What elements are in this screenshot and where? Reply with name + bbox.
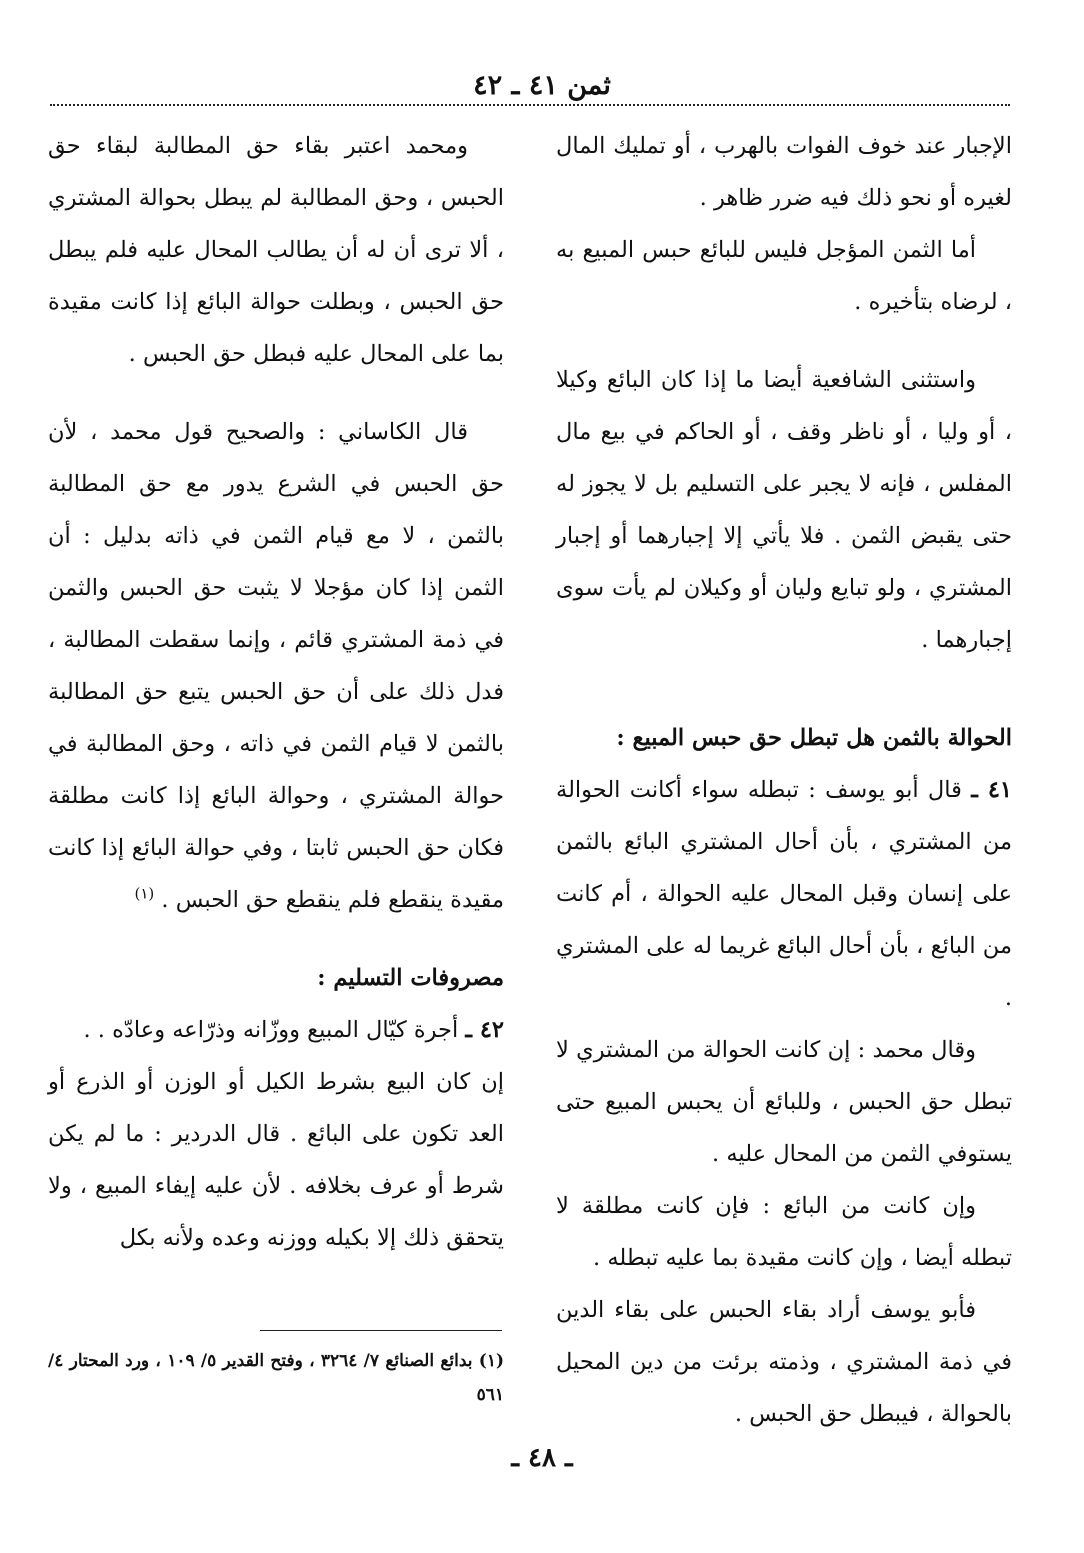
header-dotted-rule [50, 104, 1010, 106]
left-paragraph-4: إن كان البيع بشرط الكيل أو الوزن أو الذرع أو العد تكون على البائع . قال الدردير : ما لم يكن شرط أو عرف بخلافه . لأن عليه إيفاء المبيع ، ولا يتحقق ذلك إلا بكيله ووزنه وعده ولأنه بكل [48, 1069, 504, 1251]
right-paragraph-6: وإن كانت من البائع : فإن كانت مطلقة لا تبطله أيضا ، وإن كانت مقيدة بما عليه تبطله . [556, 1193, 1012, 1271]
left-paragraph-2-text: قال الكاساني : والصحيح قول محمد ، لأن حق الحبس في الشرع يدور مع حق المطالبة بالثمن ، لا مع قيام الثمن في ذاته بدليل : أن الثمن إذا كان مؤجلا لا يثبت حق الحبس والثمن في ذمة المشتري قائم ، وإنما سقطت المطالبة ، فدل ذلك على أن حق الحبس يتبع حق المطالبة بالثمن لا قيام الثمن في ذاته ، وحق المطالبة في حوالة المشتري ، وحوالة البائع إذا كانت مطلقة فكان حق الحبس ثابتا ، وفي حوالة البائع إذا كانت مقيدة ينقطع فلم ينقطع حق الحبس . [48, 419, 504, 913]
page-header-title: ثمن ٤١ ـ ٤٢ [473, 70, 611, 101]
right-paragraph-7: فأبو يوسف أراد بقاء الحبس على بقاء الدين في ذمة المشتري ، وذمته برئت من دين المحيل بالحوالة ، فيبطل حق الحبس . [556, 1297, 1012, 1427]
right-column [556, 120, 1012, 1440]
footnote-marker: (١) [134, 884, 155, 903]
item-42-number: ٤٢ ـ [465, 1017, 504, 1043]
item-41-number: ٤١ ـ [971, 777, 1012, 803]
footnote-rule [260, 1330, 502, 1331]
right-paragraph-2: أما الثمن المؤجل فليس للبائع حبس المبيع به ، لرضاه بتأخيره . [556, 237, 1012, 315]
right-paragraph-5: وقال محمد : إن كانت الحوالة من المشتري لا تبطل حق الحبس ، وللبائع أن يحبس المبيع حتى يستوفي الثمن من المحال عليه . [556, 1037, 1012, 1167]
left-column [48, 120, 504, 1264]
left-paragraph-2 [48, 406, 504, 926]
item-42-text: أجرة كيّال المبيع ووزّانه وذرّاعه وعادّه . . [83, 1017, 459, 1043]
right-paragraph-3: واستثنى الشافعية أيضا ما إذا كان البائع وكيلا ، أو وليا ، أو ناظر وقف ، أو الحاكم في بيع مال المفلس ، فإنه لا يجبر على التسليم بل لا يجوز له حتى يقبض الثمن . فلا يأتي إلا إجبارهما أو إجبار المشتري ، ولو تبايع وليان أو وكيلان لم يأت سوى إجبارهما . [556, 367, 1012, 653]
right-paragraph-1: الإجبار عند خوف الفوات بالهرب ، أو تمليك المال لغيره أو نحو ذلك فيه ضرر ظاهر . [556, 133, 1012, 211]
left-paragraph-1: ومحمد اعتبر بقاء حق المطالبة لبقاء حق الحبس ، وحق المطالبة لم يبطل بحوالة المشتري ، ألا ترى أن له أن يطالب المحال عليه فلم يبطل حق الحبس ، وبطلت حوالة البائع إذا كانت مقيدة بما على المحال عليه فبطل حق الحبس . [48, 133, 504, 367]
item-42 [48, 1004, 504, 1056]
item-41 [556, 764, 1012, 1024]
page-number: ـ ٤٨ ـ [511, 1443, 573, 1473]
section-heading-hawala: الحوالة بالثمن هل تبطل حق حبس المبيع : [616, 725, 1012, 751]
section-heading-delivery-expenses: مصروفات التسليم : [317, 965, 504, 991]
footnote: (١) بدائع الصنائع ٧/ ٣٢٦٤ ، وفتح القدير ٥/ ١٠٩ ، ورد المحتار ٤/ ٥٦١ [48, 1351, 505, 1405]
item-41-text: قال أبو يوسف : تبطله سواء أكانت الحوالة من المشتري ، بأن أحال المشتري البائع بالثمن على إنسان وقبل المحال عليه الحوالة ، أم كانت من البائع ، بأن أحال البائع غريما له على المشتري . [556, 777, 1012, 1011]
